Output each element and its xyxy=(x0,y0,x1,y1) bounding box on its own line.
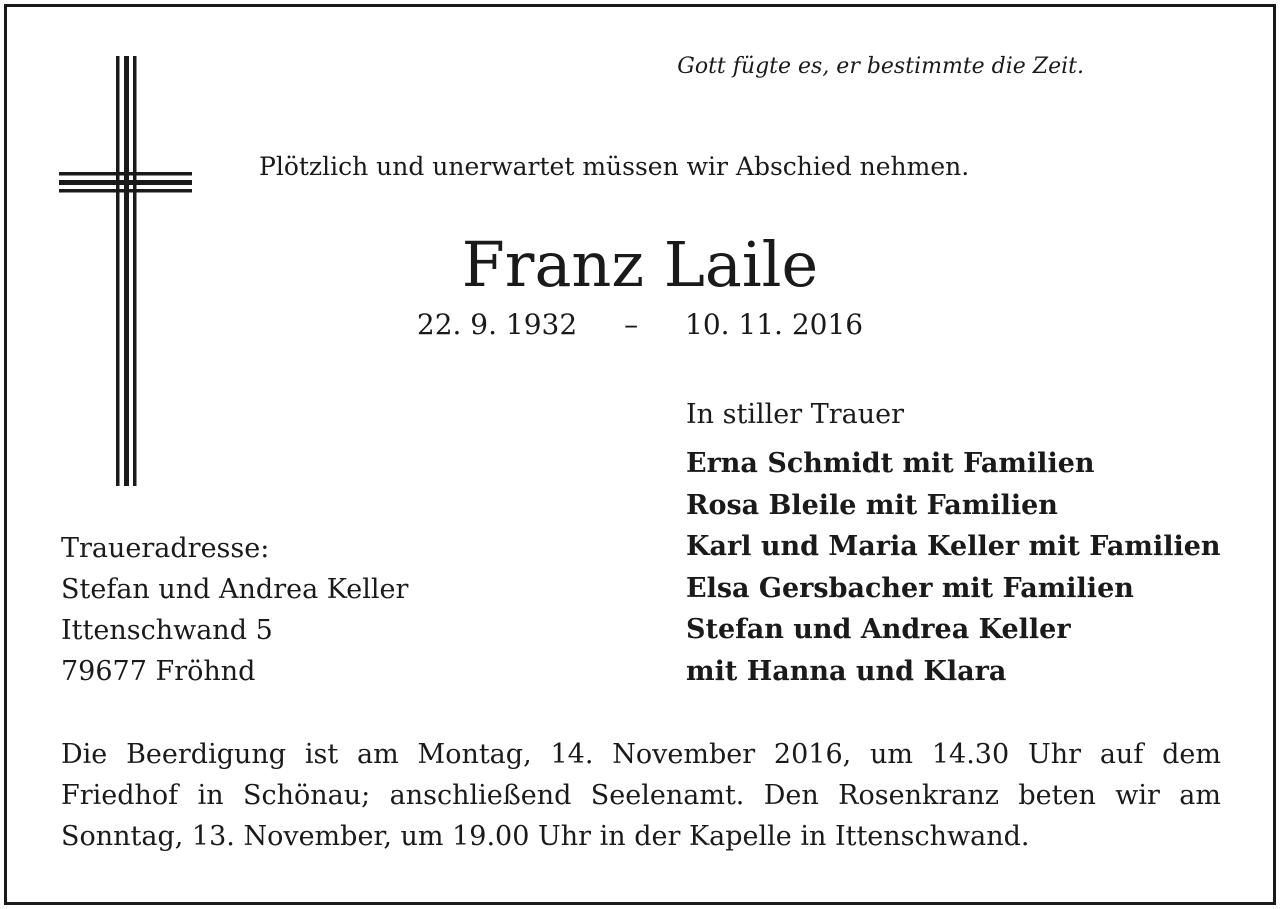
mourner-name: mit Hanna und Klara xyxy=(686,655,1007,687)
motto: Gott fügte es, er bestimmte die Zeit. xyxy=(677,54,1084,79)
mourning-address xyxy=(61,528,408,692)
address-line: 79677 Fröhnd xyxy=(61,656,256,687)
mourner-name: Stefan und Andrea Keller xyxy=(686,614,1071,645)
intro-text: Plötzlich und unerwartet müssen wir Abschied nehmen. xyxy=(259,152,970,181)
mourner-name: Erna Schmidt mit Familien xyxy=(686,448,1095,479)
address-line: Ittenschwand 5 xyxy=(61,615,273,646)
mourner-name: Elsa Gersbacher mit Familien xyxy=(686,572,1134,604)
date-dash: – xyxy=(624,308,639,341)
life-dates xyxy=(0,308,1280,341)
deceased-name: Franz Laile xyxy=(461,228,819,301)
birth-date: 22. 9. 1932 xyxy=(416,308,578,341)
death-date: 10. 11. 2016 xyxy=(685,308,864,341)
funeral-details: Die Beerdigung ist am Montag, 14. November 2016, um 14.30 Uhr auf dem Friedhof in Schönau; anschließend Seelenamt. Den Rosenkranz beten wir am Sonntag, 13. November, um 19.00 Uhr in der Kapelle in Ittenschwand. xyxy=(61,739,1221,852)
mourner-name: Karl und Maria Keller mit Familien xyxy=(686,531,1221,562)
address-label: Traueradresse: xyxy=(61,533,270,564)
address-line: Stefan und Andrea Keller xyxy=(61,574,409,605)
mourner-name: Rosa Bleile mit Familien xyxy=(686,489,1058,521)
mourners-list xyxy=(686,443,1221,692)
mourners-block xyxy=(686,395,1221,692)
mourners-lead: In stiller Trauer xyxy=(686,399,905,430)
